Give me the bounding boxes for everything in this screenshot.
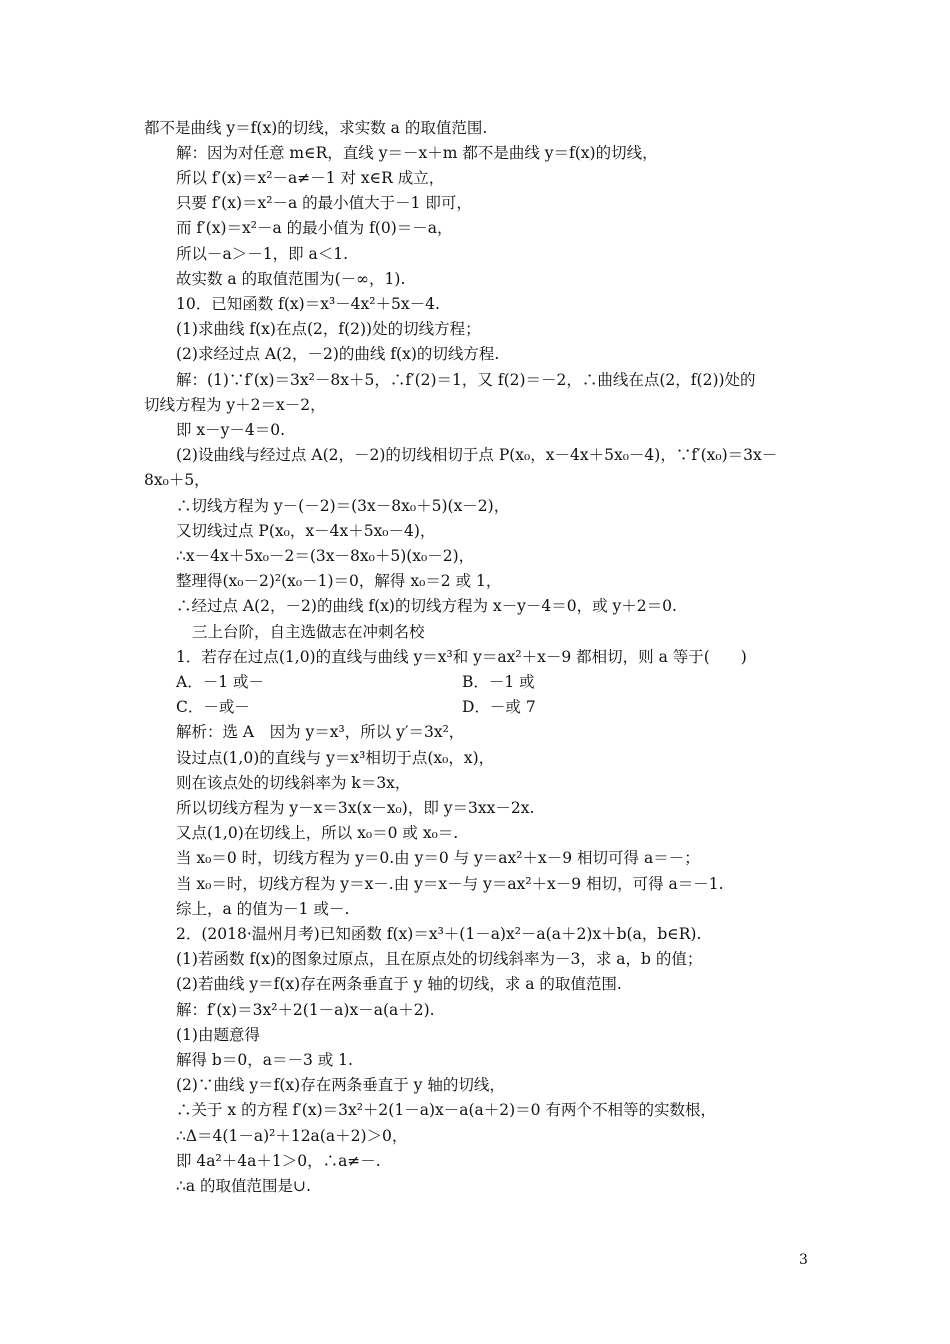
page-number: 3 [799,1252,808,1268]
text-line: 解得 b＝0，a＝－3 或 1. [176,1051,353,1069]
text-line: 当 x₀＝0 时，切线方程为 y＝0.由 y＝0 与 y＝ax²＋x－9 相切可得 a＝－； [176,849,700,867]
text-line: 解：(1)∵f′(x)＝3x²－8x＋5，∴f′(2)＝1，又 f(2)＝－2，∴曲线在点(2，f(2))处的 [176,371,756,389]
option-c: C．－或－ [176,698,250,716]
text-line: (2)设曲线与经过点 A(2，－2)的切线相切于点 P(x₀，x－4x＋5x₀－4)，∵f′(x₀)＝3x－ [176,446,778,464]
text-line: 都不是曲线 y＝f(x)的切线，求实数 a 的取值范围. [144,119,488,137]
text-line: 解：f′(x)＝3x²＋2(1－a)x－a(a＋2). [176,1001,435,1019]
text-line: 当 x₀＝时，切线方程为 y＝x－.由 y＝x－与 y＝ax²＋x－9 相切，可得 a＝－1. [176,875,724,893]
text-line: (1)由题意得 [176,1026,260,1044]
text-line: 1．若存在过点(1,0)的直线与曲线 y＝x³和 y＝ax²＋x－9 都相切，则 a 等于( ) [176,648,747,666]
text-line: ∴切线方程为 y－(－2)＝(3x－8x₀＋5)(x－2)， [176,497,510,515]
option-d: D．－或 7 [462,698,536,716]
text-line: 即 4a²＋4a＋1＞0，∴a≠－. [176,1152,381,1170]
text-line: (2)∵曲线 y＝f(x)存在两条垂直于 y 轴的切线， [176,1076,505,1094]
text-line: 即 x－y－4＝0. [176,421,286,439]
text-line: 解析：选 A 因为 y＝x³，所以 y′＝3x²， [176,723,465,741]
text-line: ∴Δ＝4(1－a)²＋12a(a＋2)＞0， [176,1127,408,1145]
text-line: (2)若曲线 y＝f(x)存在两条垂直于 y 轴的切线，求 a 的取值范围. [176,975,622,993]
text-line: 2．(2018·温州月考)已知函数 f(x)＝x³＋(1－a)x²－a(a＋2)x＋b(a，b∈R). [176,925,702,943]
text-line: ∴关于 x 的方程 f′(x)＝3x²＋2(1－a)x－a(a＋2)＝0 有两个不相等的实数根， [176,1101,716,1119]
section-heading: 三上台阶，自主选做志在冲刺名校 [192,623,425,641]
text-line: (1)求曲线 f(x)在点(2，f(2))处的切线方程； [176,320,481,338]
text-line: ∴a 的取值范围是∪. [176,1177,311,1195]
text-line: 设过点(1,0)的直线与 y＝x³相切于点(x₀，x)， [176,749,495,767]
text-line: 所以－a＞－1，即 a＜1. [176,245,349,263]
text-line: (2)求经过点 A(2，－2)的曲线 f(x)的切线方程. [176,345,500,363]
text-line: 而 f′(x)＝x²－a 的最小值为 f(0)＝－a， [176,219,453,237]
option-b: B．－1 或 [462,673,535,691]
text-line: 所以 f′(x)＝x²－a≠－1 对 x∈R 成立， [176,169,445,187]
text-line: 10．已知函数 f(x)＝x³－4x²＋5x－4. [176,295,440,313]
text-line: 只要 f′(x)＝x²－a 的最小值大于－1 即可， [176,194,472,212]
text-line: ∴x－4x＋5x₀－2＝(3x－8x₀＋5)(x₀－2)， [176,547,475,565]
text-line: 又点(1,0)在切线上，所以 x₀＝0 或 x₀＝. [176,824,459,842]
text-line: ∴经过点 A(2，－2)的曲线 f(x)的切线方程为 x－y－4＝0，或 y＋2＝0. [176,597,677,615]
text-line: 所以切线方程为 y－x＝3x(x－x₀)，即 y＝3xx－2x. [176,799,535,817]
text-line: 则在该点处的切线斜率为 k＝3x， [176,774,411,792]
text-line: 综上，a 的值为－1 或－. [176,900,350,918]
text-line: (1)若函数 f(x)的图象过原点，且在原点处的切线斜率为－3，求 a，b 的值； [176,950,703,968]
text-line: 整理得(x₀－2)²(x₀－1)＝0，解得 x₀＝2 或 1， [176,572,502,590]
text-line: 8x₀＋5， [144,471,210,489]
text-line: 解：因为对任意 m∈R，直线 y＝－x＋m 都不是曲线 y＝f(x)的切线， [176,144,658,162]
option-a: A．－1 或－ [176,673,264,691]
text-line: 又切线过点 P(x₀，x－4x＋5x₀－4)， [176,522,436,540]
text-line: 故实数 a 的取值范围为(－∞，1). [176,270,406,288]
text-line: 切线方程为 y＋2＝x－2， [144,396,326,414]
